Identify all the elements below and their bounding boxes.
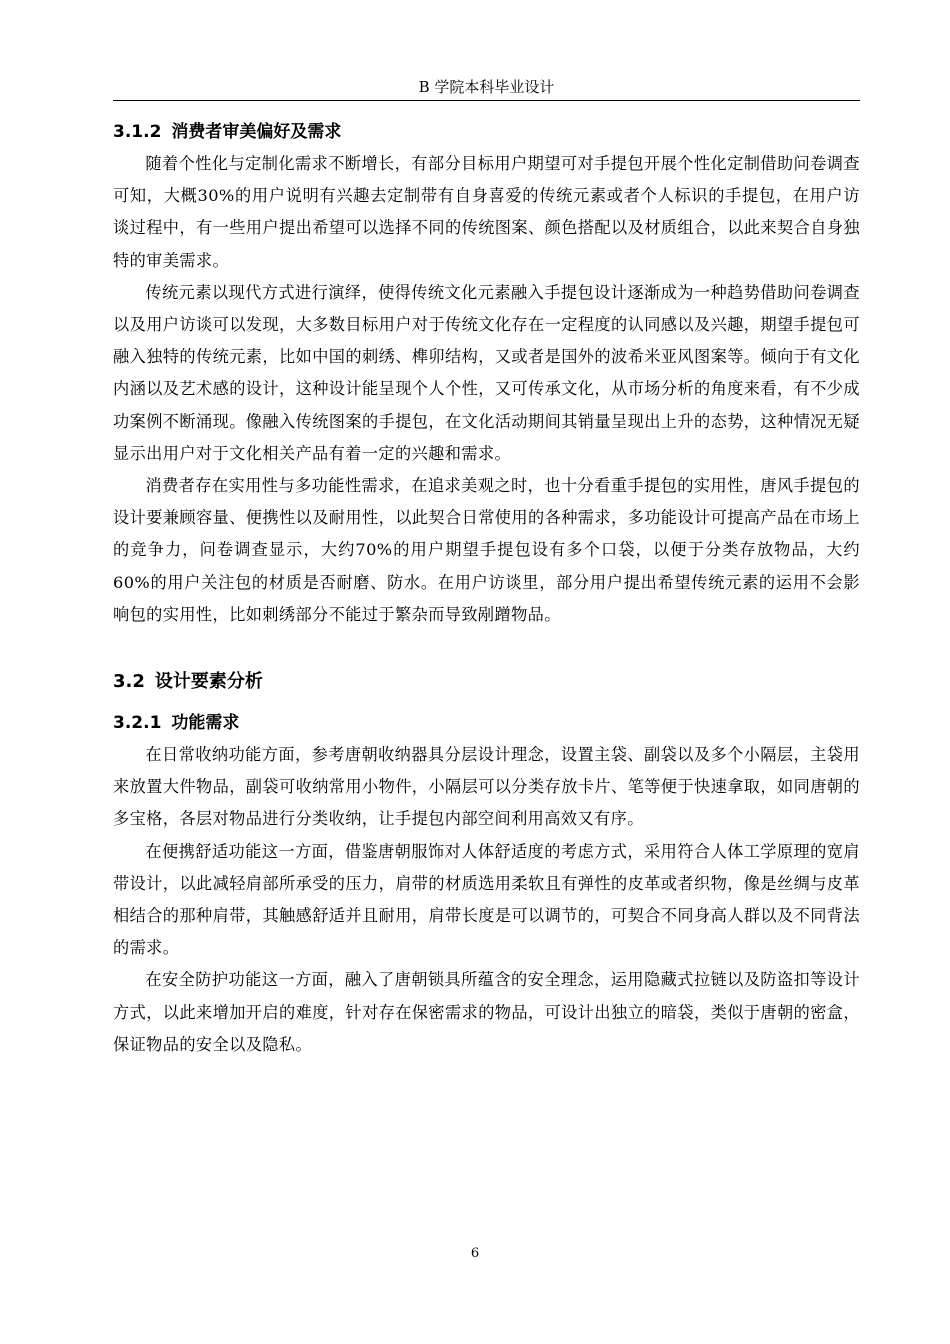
paragraph: 在便携舒适功能这一方面，借鉴唐朝服饰对人体舒适度的考虑方式，采用符合人体工学原理的宽肩带设计，以此减轻肩部所承受的压力，肩带的材质选用柔软且有弹性的皮革或者织物，像是丝绸与皮革相结合的那种肩带，其触感舒适并且耐用，肩带长度是可以调节的，可契合不同身高人群以及不同背法的需求。 (113, 841, 860, 958)
paragraph: 传统元素以现代方式进行演绎，使得传统文化元素融入手提包设计逐渐成为一种趋势借助问卷调查以及用户访谈可以发现，大多数目标用户对于传统文化存在一定程度的认同感以及兴趣，期望手提包可融入独特的传统元素，比如中国的刺绣、榫卯结构，又或者是国外的波希米亚风图案等。倾向于有文化内涵以及艺术感的设计，这种设计能呈现个人个性，又可传承文化，从市场分析的角度来看，有不少成功案例不断涌现。像融入传统图案的手提包，在文化活动期间其销量呈现出上升的态势，这种情况无疑显示出用户对于文化相关产品有着一定的兴趣和需求。 (113, 282, 860, 463)
section-title: 设计要素分析 (154, 671, 263, 693)
section-heading-3-1-2 (113, 116, 860, 148)
section-title: 消费者审美偏好及需求 (171, 122, 342, 142)
section-number: 3.2 (113, 671, 145, 693)
running-header: B 学院本科毕业设计 (418, 78, 555, 96)
section-heading-3-2 (113, 665, 860, 699)
page-number: 6 (470, 1246, 480, 1261)
section-heading-3-2-1 (113, 707, 860, 739)
page-body (113, 116, 860, 1061)
paragraph: 消费者存在实用性与多功能性需求，在追求美观之时，也十分看重手提包的实用性，唐风手提包的设计要兼顾容量、便携性以及耐用性，以此契合日常使用的各种需求，多功能设计可提高产品在市场上的竞争力，问卷调查显示，大约70%的用户期望手提包设有多个口袋，以便于分类存放物品，大约60%的用户关注包的材质是否耐磨、防水。在用户访谈里，部分用户提出希望传统元素的运用不会影响包的实用性，比如刺绣部分不能过于繁杂而导致剐蹭物品。 (113, 476, 860, 624)
section-title: 功能需求 (171, 713, 240, 734)
section-number: 3.1.2 (113, 122, 162, 142)
header-divider (113, 100, 860, 101)
paragraph: 在日常收纳功能方面，参考唐朝收纳器具分层设计理念，设置主袋、副袋以及多个小隔层，主袋用来放置大件物品，副袋可收纳常用小物件，小隔层可以分类存放卡片、笔等便于快速拿取，如同唐朝的多宝格，各层对物品进行分类收纳，让手提包内部空间利用高效又有序。 (113, 745, 860, 829)
paragraph: 随着个性化与定制化需求不断增长，有部分目标用户期望可对手提包开展个性化定制借助问卷调查可知，大概30%的用户说明有兴趣去定制带有自身喜爱的传统元素或者个人标识的手提包，在用户访谈过程中，有一些用户提出希望可以选择不同的传统图案、颜色搭配以及材质组合，以此来契合自身独特的审美需求。 (113, 154, 860, 270)
paragraph: 在安全防护功能这一方面，融入了唐朝锁具所蕴含的安全理念，运用隐藏式拉链以及防盗扣等设计方式，以此来增加开启的难度，针对存在保密需求的物品，可设计出独立的暗袋，类似于唐朝的密盒，保证物品的安全以及隐私。 (113, 970, 860, 1054)
section-number: 3.2.1 (113, 713, 162, 734)
